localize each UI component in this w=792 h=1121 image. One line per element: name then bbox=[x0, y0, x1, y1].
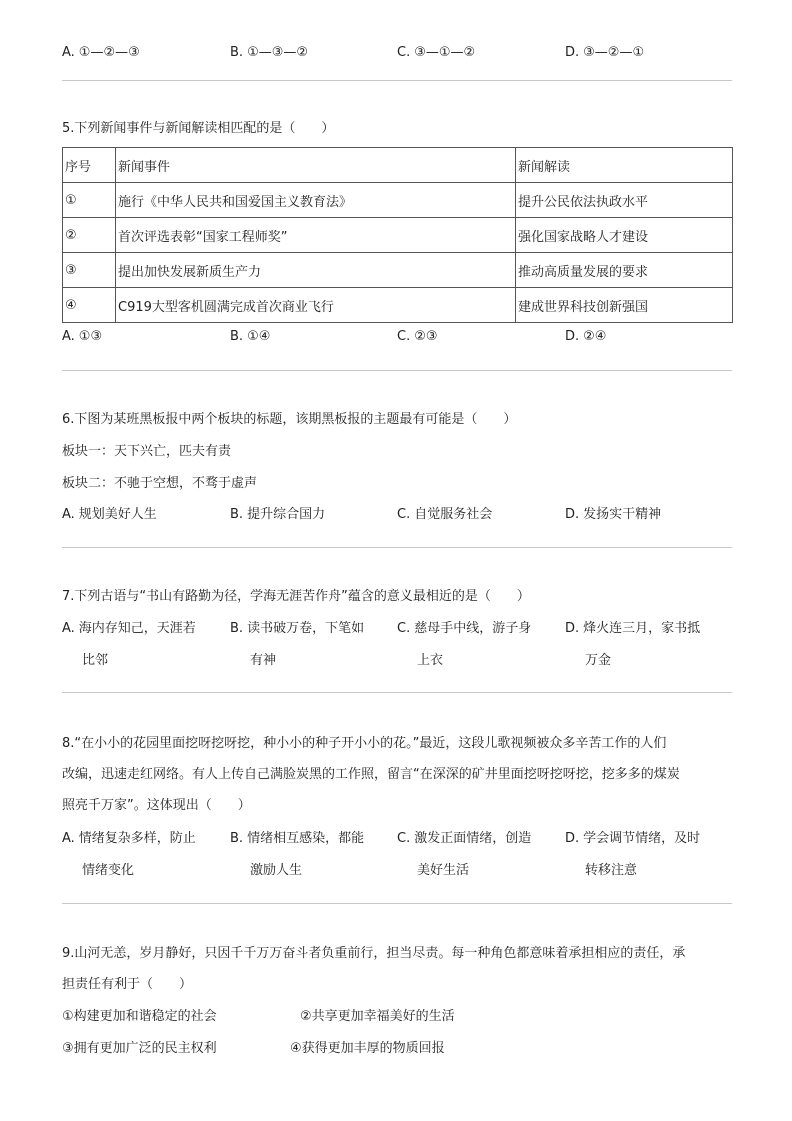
q6-option-d[interactable] bbox=[565, 506, 661, 524]
option-text: 读书破万卷，下笔如 bbox=[247, 621, 365, 636]
option-label: B. bbox=[230, 329, 244, 344]
option-label: A. bbox=[62, 45, 75, 60]
option-label: A. bbox=[62, 831, 75, 846]
q8-stem-line2: 改编，迅速走红网络。有人上传自己满脸炭黑的工作照，留言“在深深的矿井里面挖呀挖呀挖，挖多多的煤炭 bbox=[62, 767, 680, 782]
table-header-row bbox=[63, 148, 733, 183]
option-text-cont: 比邻 bbox=[82, 653, 109, 668]
option-label: B. bbox=[230, 45, 244, 60]
q4-option-c[interactable] bbox=[397, 44, 475, 62]
option-text: 提升综合国力 bbox=[247, 507, 326, 522]
table-header-cell: 新闻事件 bbox=[116, 148, 516, 183]
option-text: ③—②—① bbox=[583, 45, 645, 60]
table-header-cell: 新闻解读 bbox=[516, 148, 733, 183]
table-row bbox=[63, 218, 733, 253]
option-text: 激发正面情绪，创造 bbox=[414, 831, 532, 846]
table-row bbox=[63, 183, 733, 218]
table-cell: 强化国家战略人才建设 bbox=[516, 218, 733, 253]
option-text: ①④ bbox=[247, 329, 271, 344]
table-cell: 施行《中华人民共和国爱国主义教育法》 bbox=[116, 183, 516, 218]
q9-item-3: ③拥有更加广泛的民主权利 bbox=[62, 1041, 217, 1056]
q5-option-b[interactable] bbox=[230, 328, 270, 346]
option-label: C. bbox=[397, 45, 411, 60]
option-label: B. bbox=[230, 831, 244, 846]
table-cell: ④ bbox=[63, 288, 116, 323]
table-row bbox=[63, 253, 733, 288]
q4-option-a[interactable] bbox=[62, 44, 140, 62]
q4-option-d[interactable] bbox=[565, 44, 644, 62]
divider bbox=[62, 692, 732, 693]
option-text: 海内存知己，天涯若 bbox=[78, 621, 196, 636]
q8-option-a[interactable] bbox=[62, 830, 196, 880]
option-text-cont: 万金 bbox=[585, 653, 612, 668]
q8-option-c[interactable] bbox=[397, 830, 531, 880]
table-cell: 建成世界科技创新强国 bbox=[516, 288, 733, 323]
table-row bbox=[63, 288, 733, 323]
option-label: A. bbox=[62, 507, 75, 522]
option-label: B. bbox=[230, 507, 244, 522]
table-cell: 推动高质量发展的要求 bbox=[516, 253, 733, 288]
option-text-cont: 美好生活 bbox=[417, 863, 470, 878]
divider bbox=[62, 903, 732, 904]
q5-stem: 5.下列新闻事件与新闻解读相匹配的是（ ） bbox=[62, 121, 335, 136]
table-cell: 首次评选表彰“国家工程师奖” bbox=[116, 218, 516, 253]
q6-option-b[interactable] bbox=[230, 506, 325, 524]
option-text-cont: 激励人生 bbox=[250, 863, 303, 878]
q7-option-d[interactable] bbox=[565, 620, 700, 670]
option-text: 情绪相互感染，都能 bbox=[247, 831, 365, 846]
table-header-cell: 序号 bbox=[63, 148, 116, 183]
q9-item-2: ②共享更加幸福美好的生活 bbox=[300, 1009, 455, 1024]
table-cell: 提出加快发展新质生产力 bbox=[116, 253, 516, 288]
option-text: ②③ bbox=[414, 329, 438, 344]
option-text-cont: 上衣 bbox=[417, 653, 444, 668]
option-label: D. bbox=[565, 621, 580, 636]
q7-option-c[interactable] bbox=[397, 620, 531, 670]
q6-option-c[interactable] bbox=[397, 506, 492, 524]
option-label: B. bbox=[230, 621, 244, 636]
q7-option-b[interactable] bbox=[230, 620, 364, 670]
q9-item-4: ④获得更加丰厚的物质回报 bbox=[290, 1041, 445, 1056]
q7-option-a[interactable] bbox=[62, 620, 196, 670]
q9-item-1: ①构建更加和谐稳定的社会 bbox=[62, 1009, 217, 1024]
table-cell: 提升公民依法执政水平 bbox=[516, 183, 733, 218]
q8-stem-line3: 照亮千万家”。这体现出（ ） bbox=[62, 798, 251, 813]
q6-board-line1: 板块一：天下兴亡，匹夫有责 bbox=[62, 444, 232, 459]
q5-option-c[interactable] bbox=[397, 328, 438, 346]
divider bbox=[62, 547, 732, 548]
option-label: C. bbox=[397, 329, 411, 344]
q8-stem-line1: 8.“在小小的花园里面挖呀挖呀挖，种小小的种子开小小的花。”最近，这段儿歌视频被众多辛苦工作的人们 bbox=[62, 736, 667, 751]
option-text: 发扬实干精神 bbox=[583, 507, 662, 522]
q7-stem: 7.下列古语与“书山有路勤为径，学海无涯苦作舟”蕴含的意义最相近的是（ ） bbox=[62, 589, 530, 604]
option-label: A. bbox=[62, 621, 75, 636]
option-text-cont: 转移注意 bbox=[585, 863, 638, 878]
option-text: 情绪复杂多样，防止 bbox=[78, 831, 196, 846]
q5-option-a[interactable] bbox=[62, 328, 102, 346]
option-text: ②④ bbox=[583, 329, 607, 344]
divider bbox=[62, 370, 732, 371]
option-text-cont: 情绪变化 bbox=[82, 863, 135, 878]
news-table bbox=[62, 147, 733, 323]
table-cell: C919大型客机圆满完成首次商业飞行 bbox=[116, 288, 516, 323]
divider bbox=[62, 80, 732, 81]
q4-option-b[interactable] bbox=[230, 44, 308, 62]
option-label: D. bbox=[565, 507, 580, 522]
q6-option-a[interactable] bbox=[62, 506, 157, 524]
option-label: C. bbox=[397, 507, 411, 522]
option-label: C. bbox=[397, 621, 411, 636]
option-label: D. bbox=[565, 831, 580, 846]
table-cell: ① bbox=[63, 183, 116, 218]
option-text: ①③ bbox=[78, 329, 103, 344]
option-text: 规划美好人生 bbox=[78, 507, 157, 522]
option-text: 自觉服务社会 bbox=[414, 507, 493, 522]
q5-option-d[interactable] bbox=[565, 328, 606, 346]
table-cell: ② bbox=[63, 218, 116, 253]
option-label: D. bbox=[565, 329, 580, 344]
option-label: A. bbox=[62, 329, 75, 344]
option-label: D. bbox=[565, 45, 580, 60]
table-cell: ③ bbox=[63, 253, 116, 288]
q8-option-b[interactable] bbox=[230, 830, 364, 880]
option-text: 慈母手中线，游子身 bbox=[414, 621, 532, 636]
option-text: ①—③—② bbox=[247, 45, 309, 60]
option-text: 烽火连三月，家书抵 bbox=[583, 621, 701, 636]
q9-stem-line2: 担责任有利于（ ） bbox=[62, 977, 193, 992]
option-text: ③—①—② bbox=[414, 45, 476, 60]
option-text: 学会调节情绪，及时 bbox=[583, 831, 701, 846]
q9-stem-line1: 9.山河无恙，岁月静好，只因千千万万奋斗者负重前行，担当尽责。每一种角色都意味着承担相应的责任，承 bbox=[62, 946, 686, 961]
option-label: C. bbox=[397, 831, 411, 846]
q6-board-line2: 板块二：不驰于空想，不骛于虚声 bbox=[62, 476, 258, 491]
option-text-cont: 有神 bbox=[250, 653, 277, 668]
q8-option-d[interactable] bbox=[565, 830, 700, 880]
q6-stem: 6.下图为某班黑板报中两个板块的标题，该期黑板报的主题最有可能是（ ） bbox=[62, 412, 517, 427]
option-text: ①—②—③ bbox=[78, 45, 140, 60]
